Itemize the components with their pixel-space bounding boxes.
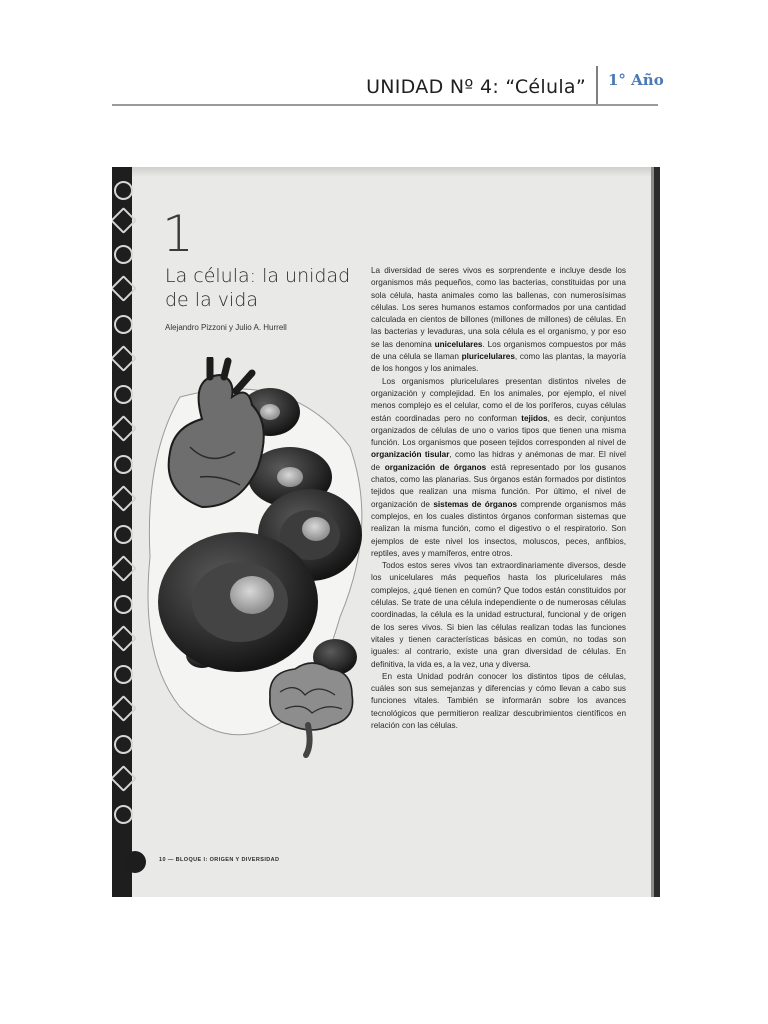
chapter-title: La célula: la unidad de la vida [165, 265, 351, 311]
body-paragraph [371, 376, 626, 560]
paragraph-text: , como las plantas, la mayoría de los hongos y los animales. [371, 352, 626, 374]
key-term: sistemas de órganos [433, 499, 518, 509]
chapter-authors: Alejandro Pizzoni y Julio A. Hurrell [165, 323, 287, 332]
page-footer: 10 — BLOQUE I: ORIGEN Y DIVERSIDAD [159, 857, 280, 863]
paragraph-text: comprende organismos más complejos, en los cuales distintos órganos conforman sistemas que realizan la misma función, como el digestivo o el respiratorio. Son ejemplos de este nivel los insectos, moluscos, peces, anfibios, reptiles, aves y mamíferos, entre otros. [371, 499, 626, 558]
paragraph-text: está representado por los gusanos chatos, como las planarias. Sus órganos están formados por distintos tejidos que realizan una misma función. Por último, el nivel de organización de [371, 462, 627, 509]
brain-icon [270, 663, 353, 755]
decorative-border-strip [112, 167, 132, 897]
body-paragraph [371, 560, 626, 671]
document-header [0, 0, 768, 110]
scanned-book-page [112, 167, 660, 897]
paragraph-text: , es decir, conjuntos organizados de células de uno o varios tipos que tienen una misma función. Los organismos que poseen tejidos corresponden al nivel de [371, 413, 626, 448]
header-rule [112, 104, 658, 106]
paragraph-text: La diversidad de seres vivos es sorprendente e incluye desde los organismos más pequeños, como las bacterias, constituidas por una sola célula, hasta animales como las ballenas, con numerosísimas células. Los seres humanos estamos conformados por una cantidad calculada en cientos de billones (millones de millones) de células. En las bacterias y levaduras, una sola célula es el organismo, y por eso se las denomina [371, 266, 626, 349]
key-term: unicelulares [434, 339, 483, 349]
key-term: organización de órganos [384, 462, 487, 472]
year-label: 1° Año [608, 71, 664, 89]
cells-heart-brain-illustration [140, 357, 372, 787]
header-divider [596, 66, 598, 106]
body-paragraph [371, 265, 626, 376]
unit-title: UNIDAD Nº 4: “Célula” [366, 76, 586, 98]
chapter-body-text [371, 265, 626, 732]
paragraph-text: Los organismos pluricelulares presentan distintos niveles de organización y complejidad. En los animales, por ejemplo, el nivel menos complejo es el celular, como el de los poríferos, cuyas células están coordinadas pero no conforman [371, 376, 626, 423]
key-term: organización tisular [371, 450, 450, 460]
paragraph-text: En esta Unidad podrán conocer los distintos tipos de células, cuáles son sus semejanzas y diferencias y cómo llevan a cabo sus funciones vitales. También se informarán sobre los avances tecnológicos que permitieron realizar descubrimientos científicos en relación con las células. [371, 671, 626, 730]
key-term: pluricelulares [461, 352, 515, 362]
key-term: tejidos [521, 413, 548, 423]
paragraph-text: Todos estos seres vivos tan extraordinariamente diversos, desde los unicelulares más pequeños hasta los pluricelulares más complejos, ¿qué tienen en común? Que todos están constituidos por células. Se trate de una célula independiente o de numerosas células coordinadas, la célula es la unidad estructural, funcional y de origen de los seres vivos. Si bien las células realizan todas las funciones vitales y tienen características básicas en común, no todas son iguales: al contrario, existe una gran diversidad de células. En definitiva, la vida es, a la vez, una y diversa. [371, 561, 626, 669]
paragraph-text: . Los organismos compuestos por más de una célula se llaman [371, 339, 626, 362]
paragraph-text: , como las hidras y anémonas de mar. El nivel de [371, 450, 626, 472]
body-paragraph [371, 671, 626, 732]
chapter-number: 1 [162, 205, 194, 263]
